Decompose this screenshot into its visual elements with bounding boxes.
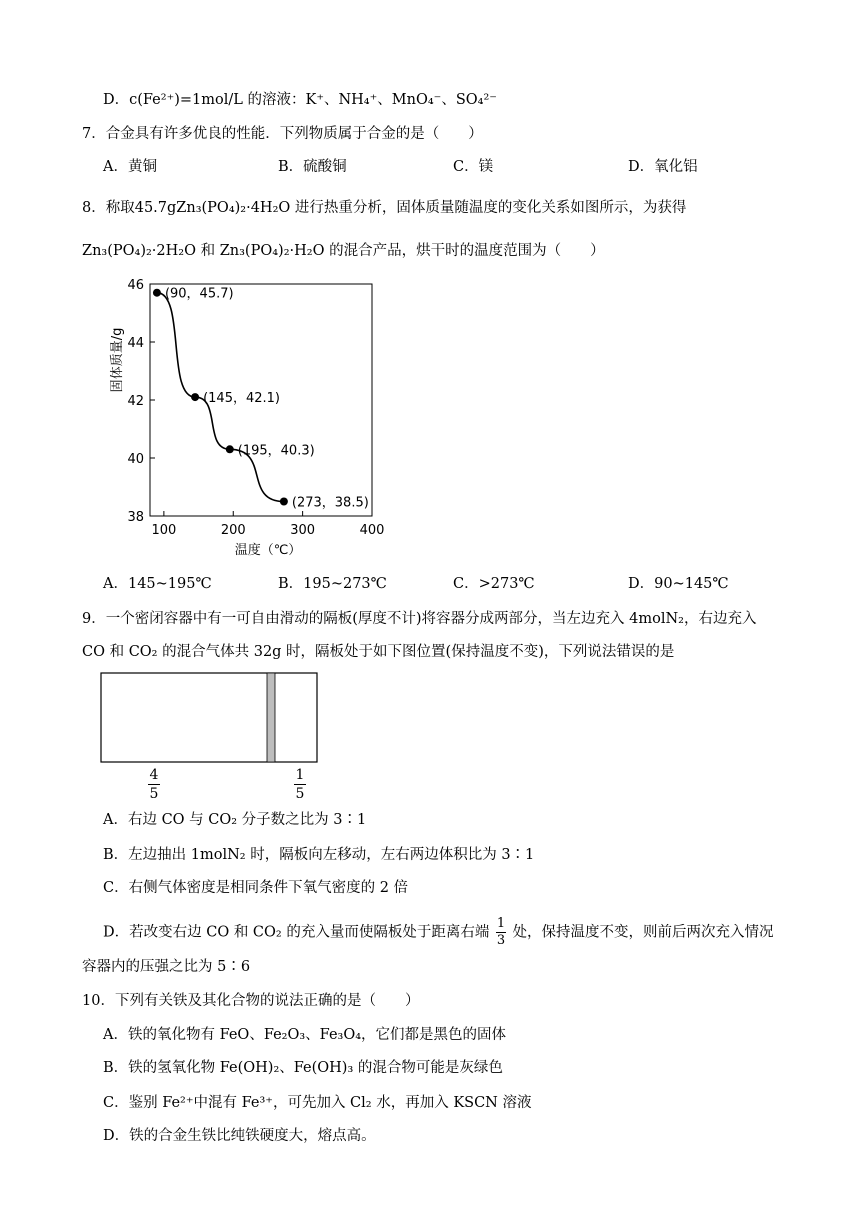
- x-axis-ticks: [151, 511, 384, 538]
- y-tick-label-4: 46: [127, 278, 144, 293]
- q6-option-d: D．c(Fe²⁺)=1mol/L 的溶液：K⁺、NH₄⁺、MnO₄⁻、SO₄²⁻: [103, 92, 497, 108]
- q9-option-b: B．左边抽出 1molN₂ 时，隔板向左移动，左右两边体积比为 3∶1: [103, 847, 535, 863]
- container-box: [101, 673, 317, 762]
- y-tick-label-3: 44: [127, 336, 144, 351]
- q7-options: [103, 157, 698, 177]
- data-point-0: [153, 289, 161, 297]
- x-tick-label-2: 300: [290, 523, 316, 538]
- q10-option-a: A．铁的氧化物有 FeO、Fe₂O₃、Fe₃O₄，它们都是黑色的固体: [103, 1027, 507, 1043]
- data-points: [153, 287, 369, 511]
- q10-option-c: C．鉴别 Fe²⁺中混有 Fe³⁺，可先加入 Cl₂ 水，再加入 KSCN 溶液: [103, 1095, 532, 1111]
- data-label-0: (90，45.7): [164, 286, 234, 302]
- left-fraction-numerator: 4: [149, 767, 159, 783]
- q9-option-a: A．右边 CO 与 CO₂ 分子数之比为 3∶1: [103, 812, 367, 828]
- q8-stem-line1: 8．称取45.7gZn₃(PO₄)₂·4H₂O 进行热重分析，固体质量随温度的变化关系如图所示，为获得: [82, 200, 687, 216]
- q9-option-d-fraction-num: 1: [496, 916, 506, 931]
- chart-svg: [100, 274, 400, 564]
- x-tick-label-0: 100: [151, 523, 177, 538]
- q7-option-d: D．氧化铝: [628, 159, 698, 175]
- x-tick-label-1: 200: [220, 523, 246, 538]
- q8-option-d: D．90~145℃: [628, 576, 729, 592]
- left-fraction: [148, 767, 160, 802]
- q7-option-c: C．镁: [453, 159, 494, 175]
- q7-option-b: B．硫酸铜: [278, 159, 347, 175]
- q9-option-d-line2: 容器内的压强之比为 5∶6: [82, 959, 251, 975]
- container-diagram: [100, 670, 320, 766]
- y-tick-label-1: 40: [127, 452, 144, 467]
- data-point-2: [226, 445, 234, 453]
- q10-stem: 10．下列有关铁及其化合物的说法正确的是（ ）: [82, 993, 420, 1009]
- q8-option-b: B．195~273℃: [278, 576, 387, 592]
- q7-option-a: A．黄铜: [103, 159, 157, 175]
- data-point-1: [191, 393, 199, 401]
- q10-option-b: B．铁的氢氧化物 Fe(OH)₂、Fe(OH)₃ 的混合物可能是灰绿色: [103, 1060, 503, 1076]
- q8-option-c: C．>273℃: [453, 576, 535, 592]
- q10-option-d: D．铁的合金生铁比纯铁硬度大，熔点高。: [103, 1128, 376, 1144]
- q9-option-c: C．右侧气体密度是相同条件下氧气密度的 2 倍: [103, 880, 409, 896]
- right-fraction: [294, 767, 306, 802]
- q9-option-d-fraction-den: 3: [496, 933, 506, 948]
- y-axis-ticks: [127, 278, 155, 525]
- y-axis-label: 固体质量/g: [110, 327, 125, 393]
- data-label-1: (145，42.1): [203, 391, 280, 407]
- q9-stem-line1: 9．一个密闭容器中有一可自由滑动的隔板(厚度不计)将容器分成两部分，当左边充入 4molN₂，右边充入: [82, 611, 757, 627]
- sliding-partition: [267, 673, 275, 762]
- x-axis-label: 温度（℃）: [234, 543, 302, 558]
- q9-option-d-line1: [103, 917, 774, 948]
- q9-stem-line2: CO 和 CO₂ 的混合气体共 32g 时，隔板处于如下图位置(保持温度不变)，下列说法错误的是: [82, 644, 675, 660]
- data-label-3: (273，38.5): [291, 495, 369, 511]
- y-tick-label-0: 38: [127, 510, 144, 525]
- q7-stem: 7．合金具有许多优良的性能．下列物质属于合金的是（ ）: [82, 126, 483, 142]
- y-tick-label-2: 42: [127, 394, 144, 409]
- data-label-2: (195，40.3): [237, 443, 315, 459]
- q8-option-a: A．145~195℃: [103, 576, 212, 592]
- right-fraction-denominator: 5: [295, 786, 305, 802]
- x-tick-label-3: 400: [359, 523, 385, 538]
- right-fraction-numerator: 1: [295, 767, 305, 783]
- q9-option-d-part2: 处，保持温度不变，则前后两次充入情况: [512, 924, 774, 941]
- q8-options: [103, 574, 729, 594]
- q9-option-d-part1: D．若改变右边 CO 和 CO₂ 的充入量而使隔板处于距离右端: [103, 924, 490, 941]
- q8-stem-line2: Zn₃(PO₄)₂·2H₂O 和 Zn₃(PO₄)₂·H₂O 的混合产品，烘干时的温度范围为（ ）: [82, 243, 605, 259]
- q9-option-d-fraction: [496, 917, 506, 948]
- data-point-3: [280, 498, 288, 506]
- left-fraction-denominator: 5: [149, 786, 159, 802]
- thermogravimetric-chart: [100, 274, 400, 564]
